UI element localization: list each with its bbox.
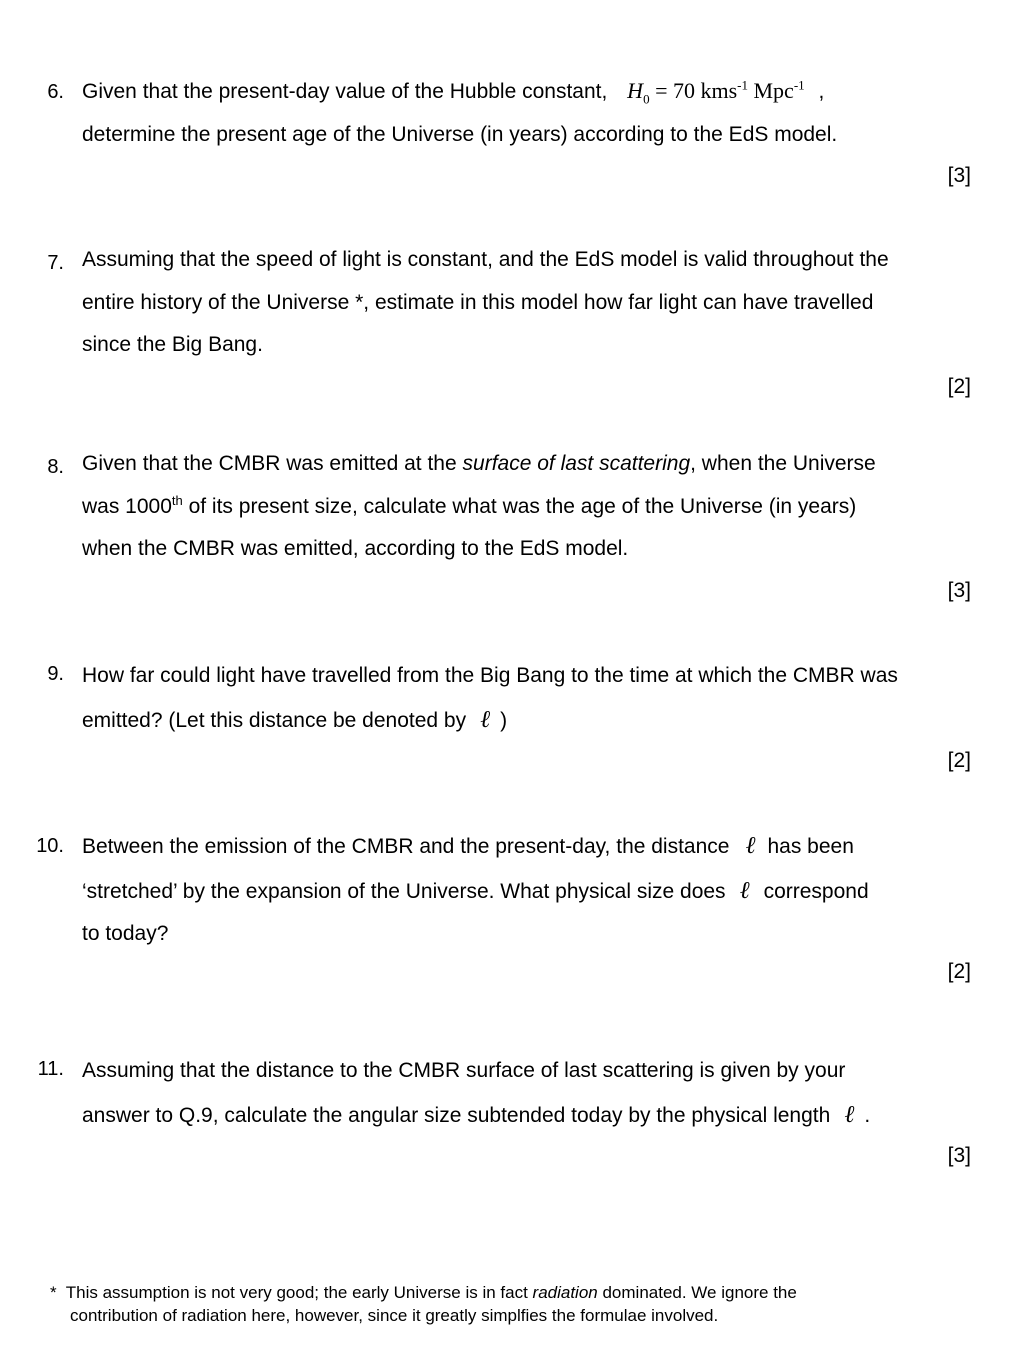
question-text-part: Given that the CMBR was emitted at the	[82, 452, 463, 475]
question-number: 10.	[36, 835, 64, 857]
question-line	[82, 443, 982, 486]
question-line: since the Big Bang.	[82, 333, 263, 356]
ell-symbol: ℓ	[844, 1099, 855, 1128]
hubble-constant-formula	[613, 77, 805, 107]
question-text-part: Between the emission of the CMBR and the present-day, the distance	[82, 835, 730, 858]
question-number: 7.	[47, 252, 64, 274]
footnote-line	[50, 1283, 797, 1302]
question-text-part: .	[864, 1103, 871, 1127]
question-text-part: ,	[818, 80, 825, 103]
question-line	[82, 70, 982, 114]
question-text-part: ‘stretched’ by the expansion of the Universe. What physical size does	[82, 879, 726, 903]
math-superscript: -1	[737, 77, 748, 93]
ell-symbol: ℓ	[745, 831, 756, 859]
math-symbol: H	[627, 78, 644, 103]
footnote-text-part: This assumption is not very good; the early Universe is in fact	[65, 1283, 533, 1302]
question-line: when the CMBR was emitted, according to the EdS model.	[82, 537, 629, 560]
question-text-part: was 1000	[82, 494, 172, 518]
question-text	[82, 70, 982, 156]
ell-symbol: ℓ	[739, 875, 750, 904]
question-number: 11.	[37, 1058, 64, 1080]
question-text-part: answer to Q.9, calculate the angular size subtended today by the physical length	[82, 1103, 831, 1127]
question-text-part: Given that the present-day value of the Hubble constant,	[82, 80, 608, 103]
footnote-marker: *	[50, 1283, 57, 1302]
question-line: entire history of the Universe *, estimate in this model how far light can have travelled	[82, 290, 874, 314]
marks-label: [2]	[947, 960, 971, 983]
question-line: to today?	[82, 922, 169, 945]
footnote-text-part: dominated. We ignore the	[597, 1283, 797, 1302]
math-text: = 70 kms	[649, 78, 738, 103]
marks-label: [3]	[947, 579, 971, 602]
question-text-part: emitted? (Let this distance be denoted by	[82, 708, 467, 732]
question-number: 9.	[47, 663, 64, 685]
question-text	[82, 239, 982, 367]
math-subscript: 0	[643, 91, 650, 107]
marks-label: [3]	[947, 164, 971, 187]
superscript: th	[171, 492, 183, 508]
question-line: determine the present age of the Universe (in years) according to the EdS model.	[82, 122, 838, 146]
marks-label: [2]	[947, 749, 971, 772]
question-text	[82, 443, 982, 571]
question-line	[82, 1093, 982, 1138]
question-text-part: correspond	[763, 879, 869, 903]
marks-label: [2]	[947, 375, 971, 398]
question-line	[82, 869, 982, 914]
question-number: 8.	[47, 456, 64, 478]
question-text-part: )	[500, 708, 508, 732]
question-line	[82, 698, 982, 743]
question-number: 6.	[47, 81, 64, 103]
footnote-line: contribution of radiation here, however, since it greatly simplfies the formulae involved.	[70, 1306, 719, 1325]
ell-symbol: ℓ	[480, 704, 491, 733]
question-text	[82, 1050, 982, 1137]
footnote	[50, 1281, 950, 1327]
emphasis-text: radiation	[532, 1283, 598, 1302]
question-text	[82, 655, 982, 742]
question-line: How far could light have travelled from the Big Bang to the time at which the CMBR was	[82, 664, 898, 687]
question-line: Assuming that the distance to the CMBR surface of last scattering is given by your	[82, 1059, 846, 1082]
math-text: Mpc	[748, 78, 794, 103]
question-line	[82, 486, 982, 529]
question-line: Assuming that the speed of light is constant, and the EdS model is valid throughout the	[82, 248, 889, 271]
question-text-part: has been	[767, 835, 854, 858]
question-text-part: , when the Universe	[690, 452, 876, 475]
emphasis-text: surface of last scattering	[462, 452, 691, 475]
question-text	[82, 824, 982, 956]
question-text-part: of its present size, calculate what was the age of the Universe (in years)	[182, 494, 857, 518]
marks-label: [3]	[947, 1144, 971, 1167]
math-superscript: -1	[793, 77, 805, 93]
question-line	[82, 824, 982, 869]
